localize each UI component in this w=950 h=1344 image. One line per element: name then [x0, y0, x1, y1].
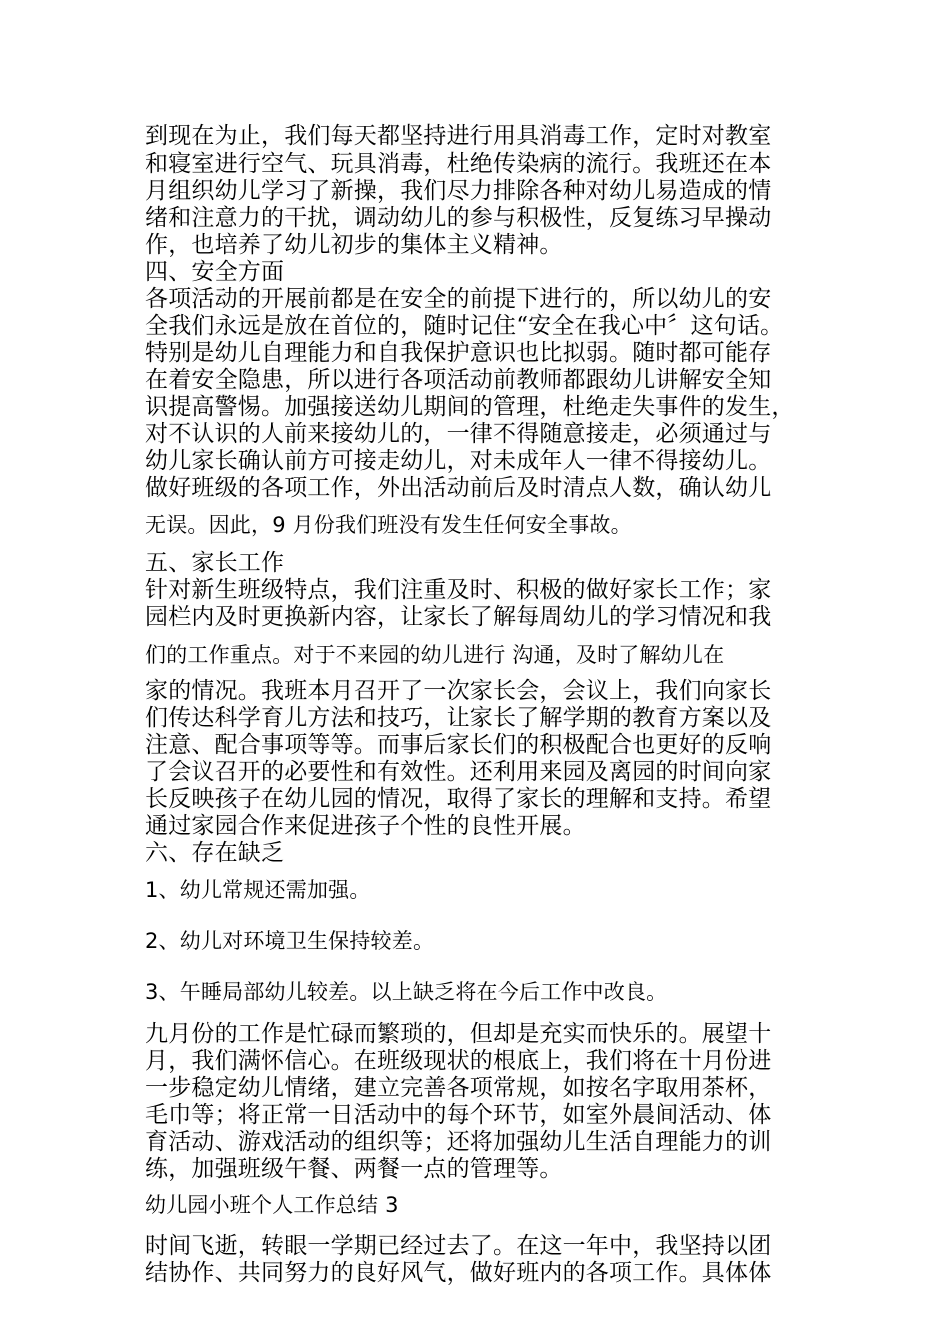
text-line: 特别是幼儿自理能力和自我保护意识也比拟弱。随时都可能存	[145, 340, 772, 366]
list-item: 3、午睡局部幼儿较差。以上缺乏将在今后工作中改良。	[145, 980, 668, 1004]
list-item: 1、幼儿常规还需加强。	[145, 878, 371, 902]
text-line: 园栏内及时更换新内容，让家长了解每周幼儿的学习情况和我	[145, 604, 772, 630]
section-heading: 六、存在缺乏	[145, 840, 285, 866]
section-title: 幼儿园小班个人工作总结 3	[145, 1193, 399, 1217]
text-line: 练，加强班级午餐、两餐一点的管理等。	[145, 1156, 563, 1182]
text-line: 对不认识的人前来接幼儿的，一律不得随意接走，必须通过与	[145, 421, 772, 447]
text-line: 家的情况。我班本月召开了一次家长会，会议上，我们向家长	[145, 678, 772, 704]
text-line: 在着安全隐患，所以进行各项活动前教师都跟幼儿讲解安全知	[145, 367, 772, 393]
text-line: 幼儿家长确认前方可接走幼儿，对未成年人一律不得接幼儿。	[145, 448, 772, 474]
text-line: 月组织幼儿学习了新操，我们尽力排除各种对幼儿易造成的情	[145, 178, 772, 204]
text-line: 一步稳定幼儿情绪，建立完善各项常规，如按名字取用茶杯，	[145, 1075, 772, 1101]
text-line: 育活动、游戏活动的组织等；还将加强幼儿生活自理能力的训	[145, 1129, 772, 1155]
text-line: 结协作、共同努力的良好风气，做好班内的各项工作。具体体	[145, 1260, 772, 1286]
list-item: 2、幼儿对环境卫生保持较差。	[145, 929, 435, 953]
text-line: 们的工作重点。对于不来园的幼儿进行 沟通，及时了解幼儿在	[145, 643, 725, 667]
text-line: 了会议召开的必要性和有效性。还利用来园及离园的时间向家	[145, 759, 772, 785]
text-line: 到现在为止，我们每天都坚持进行用具消毒工作，定时对教室	[145, 123, 772, 149]
text-line: 作，也培养了幼儿初步的集体主义精神。	[145, 232, 563, 258]
text-line: 全我们永远是放在首位的，随时记住“安全在我心中〞这句话。	[145, 313, 784, 339]
text-line: 注意、配合事项等等。而事后家长们的积极配合也更好的反响	[145, 732, 772, 758]
text-line: 九月份的工作是忙碌而繁琐的，但却是充实而快乐的。展望十	[145, 1021, 772, 1047]
text-line: 毛巾等；将正常一日活动中的每个环节，如室外晨间活动、体	[145, 1102, 772, 1128]
section-heading: 五、家长工作	[145, 550, 285, 576]
text-line: 通过家园合作来促进孩子个性的良性开展。	[145, 813, 586, 839]
text-line: 和寝室进行空气、玩具消毒，杜绝传染病的流行。我班还在本	[145, 151, 772, 177]
text-line: 识提高警惕。加强接送幼儿期间的管理，杜绝走失事件的发生，	[145, 394, 795, 420]
text-line: 时间飞逝，转眼一学期已经过去了。在这一年中，我坚持以团	[145, 1233, 772, 1259]
text-line: 绪和注意力的干扰，调动幼儿的参与积极性，反复练习早操动	[145, 205, 772, 231]
text-line: 月，我们满怀信心。在班级现状的根底上，我们将在十月份进	[145, 1048, 772, 1074]
text-line: 各项活动的开展前都是在安全的前提下进行的，所以幼儿的安	[145, 286, 772, 312]
section-heading: 四、安全方面	[145, 259, 285, 285]
text-line: 做好班级的各项工作，外出活动前后及时清点人数，确认幼儿	[145, 475, 772, 501]
text-line: 无误。因此，9 月份我们班没有发生任何安全事故。	[145, 513, 632, 537]
text-line: 长反映孩子在幼儿园的情况，取得了家长的理解和支持。希望	[145, 786, 772, 812]
text-line: 针对新生班级特点，我们注重及时、积极的做好家长工作；家	[145, 577, 772, 603]
text-line: 们传达科学育儿方法和技巧，让家长了解学期的教育方案以及	[145, 705, 772, 731]
